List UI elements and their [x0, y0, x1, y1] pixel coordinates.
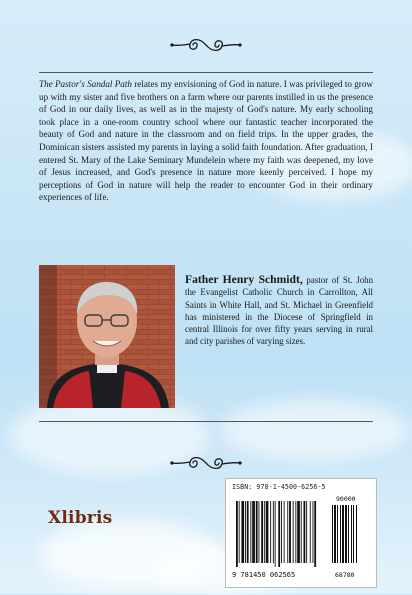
barcode-bar [295, 501, 296, 563]
barcode-bar [266, 501, 269, 563]
barcode-addon-bar [353, 505, 354, 563]
barcode-bar [278, 501, 280, 567]
barcode-addon-bar [351, 505, 352, 563]
barcode-addon-bar [345, 505, 347, 563]
barcode-bar [284, 501, 285, 563]
author-photo [39, 265, 175, 408]
book-description [39, 78, 373, 204]
barcode-bar [273, 501, 274, 563]
isbn-barcode [225, 478, 377, 588]
barcode-bar [259, 501, 260, 563]
barcode-bar [287, 501, 288, 563]
barcode-addon-bar [348, 505, 349, 563]
barcode-bar [256, 501, 258, 563]
author-name: Father Henry Schmidt, [185, 273, 303, 286]
barcode-bar [306, 501, 307, 563]
barcode-bar [314, 501, 316, 567]
barcode-bar [241, 501, 244, 563]
barcode-bar [250, 501, 251, 563]
isbn-number: ISBN: 978-1-4500-6256-5 [232, 483, 326, 491]
barcode-addon-number: 68780 [335, 571, 355, 579]
publisher-logo: Xlibris [48, 508, 113, 528]
barcode-bar [304, 501, 306, 563]
barcode-addon-bar [356, 505, 357, 563]
barcode-addon-bar [340, 505, 341, 563]
barcode-bar [239, 501, 240, 563]
barcode-bar [236, 501, 238, 567]
barcode-bar [281, 501, 282, 563]
cloud [220, 400, 410, 460]
divider-line [39, 72, 373, 73]
barcode-bar [264, 501, 265, 563]
barcode-bar [261, 501, 263, 563]
barcode-bar [313, 501, 314, 563]
barcode-bar [289, 501, 291, 563]
barcode-main-number: 9 781450 062565 [232, 571, 296, 579]
barcode-bar [270, 501, 271, 563]
barcode-bar [247, 501, 249, 563]
barcode-addon-bar [342, 505, 344, 563]
barcode-bars [232, 493, 370, 583]
barcode-bar [297, 501, 300, 563]
barcode-addon-bar [337, 505, 338, 563]
barcode-bar [293, 501, 294, 563]
divider-line [39, 421, 373, 422]
description-text: relates my envisioning of God in nature. I was privileged to grow up with my sister and five brothers on a farm where our parents instilled in us the presence of God in our daily lives, as well as in the majesty of God's nature. My early schooling took place in a one-room country school where our fantastic teacher incorporated the beauty of God and nature in the classroom and on field trips. In the upper grades, the Dominican sisters assisted my parents in laying a solid faith foundation. After graduation, I entered St. Mary of the Lake Seminary Mundelein where my faith was deepened, my love of Jesus increased, and God's presence in nature more keenly perceived. I hope my perceptions of God in nature will help the reader to encounter God in their ordinary experiences of life. [39, 79, 374, 203]
barcode-bar [245, 501, 246, 563]
barcode-addon-bar [334, 505, 336, 563]
book-title: The Pastor's Sandal Path [39, 79, 132, 89]
barcode-price-code: 90000 [336, 495, 356, 503]
flourish-ornament-icon [170, 36, 242, 54]
barcode-bar [310, 501, 311, 563]
barcode-bar [275, 501, 276, 567]
barcode-bar [301, 501, 302, 563]
bio-text: pastor of St. John the Evangelist Catholic Church in Carrollton, All Saints in White Hall, and St. Michael in Greenfield has ministered in the Diocese of Springfield in central Illinois for over fifty years serving in rural and city parishes of varying sizes. [185, 275, 373, 347]
flourish-ornament-icon [170, 454, 242, 472]
barcode-addon-bar [332, 505, 333, 563]
barcode-bar [252, 501, 255, 563]
author-bio [185, 274, 373, 348]
